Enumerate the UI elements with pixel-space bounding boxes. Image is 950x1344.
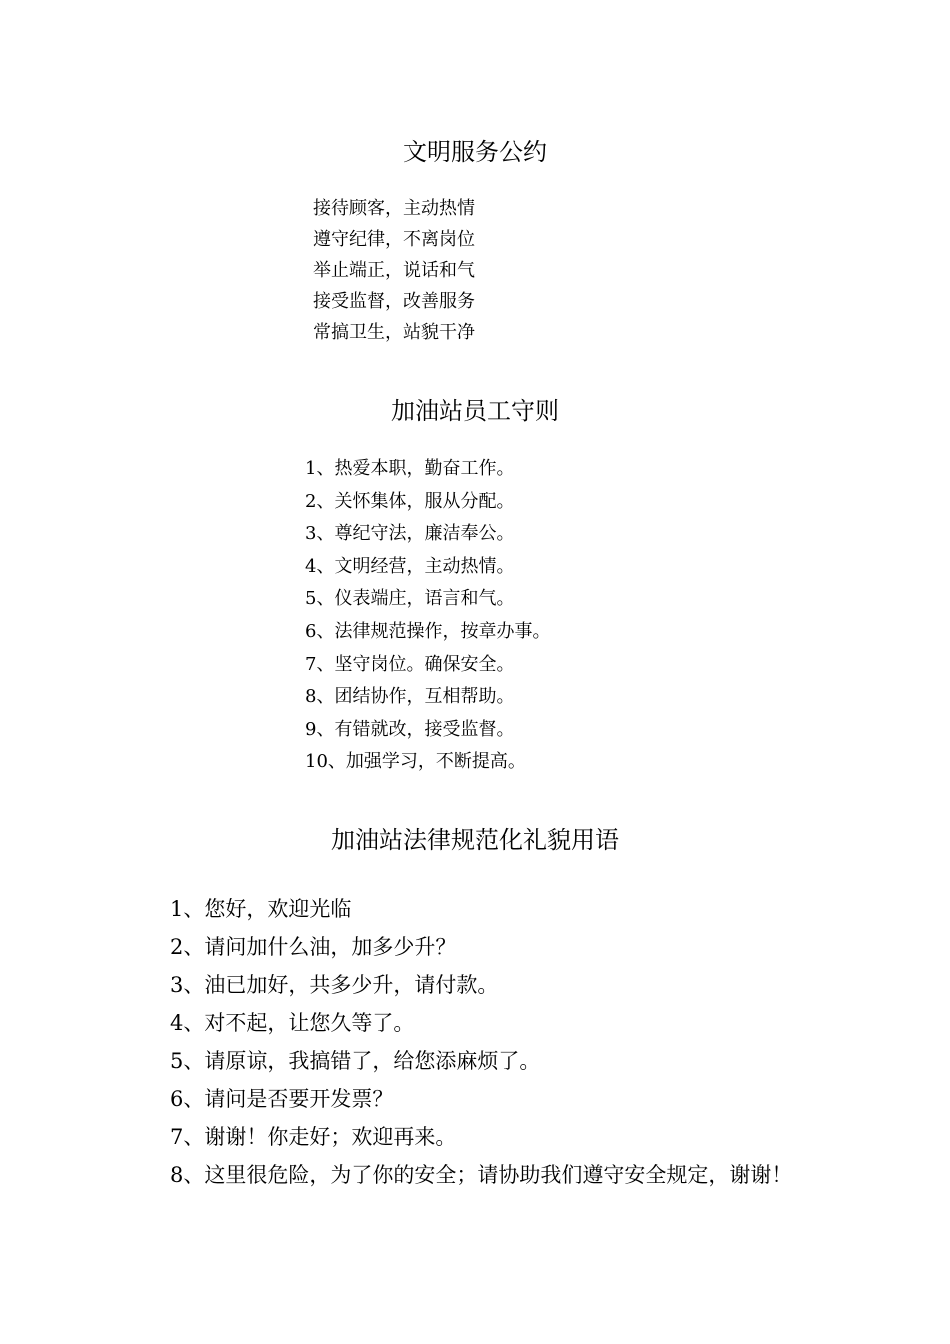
list-item: 2、关怀集体，服从分配。 xyxy=(305,490,515,512)
list-item: 6、法律规范操作，按章办事。 xyxy=(305,620,551,642)
courtesy-phrases-list xyxy=(170,893,792,1197)
service-pledge-title: 文明服务公约 xyxy=(403,138,547,166)
list-item: 常搞卫生，站貌干净 xyxy=(313,322,475,343)
list-item: 6、请问是否要开发票？ xyxy=(170,1087,394,1111)
list-item: 8、这里很危险，为了你的安全；请协助我们遵守安全规定，谢谢！ xyxy=(170,1163,793,1187)
list-item: 5、仪表端庄，语言和气。 xyxy=(305,588,515,610)
list-item: 7、坚守岗位。确保安全。 xyxy=(305,653,515,675)
list-item: 2、请问加什么油，加多少升？ xyxy=(170,935,457,959)
list-item: 遵守纪律，不离岗位 xyxy=(313,229,475,250)
list-item: 3、尊纪守法，廉洁奉公。 xyxy=(305,523,515,545)
staff-rules-title: 加油站员工守则 xyxy=(391,397,559,425)
list-item: 3、油已加好，共多少升，请付款。 xyxy=(170,973,499,997)
list-item: 7、谢谢！你走好；欢迎再来。 xyxy=(170,1125,457,1149)
list-item: 10、加强学习，不断提高。 xyxy=(305,751,526,773)
list-item: 4、对不起，让您久等了。 xyxy=(170,1011,415,1035)
staff-rules-list xyxy=(305,455,550,781)
list-item: 举止端正，说话和气 xyxy=(313,260,475,281)
list-item: 1、您好，欢迎光临 xyxy=(170,897,352,921)
list-item: 8、团结协作，互相帮助。 xyxy=(305,686,515,708)
list-item: 1、热爱本职，勤奋工作。 xyxy=(305,458,515,479)
list-item: 接受监督，改善服务 xyxy=(313,291,475,312)
list-item: 9、有错就改，接受监督。 xyxy=(305,718,515,740)
list-item: 5、请原谅，我搞错了，给您添麻烦了。 xyxy=(170,1049,541,1073)
courtesy-phrases-title: 加油站法律规范化礼貌用语 xyxy=(331,826,619,854)
list-item: 接待顾客，主动热情 xyxy=(313,198,475,219)
list-item: 4、文明经营，主动热情。 xyxy=(305,555,515,577)
service-pledge-list xyxy=(313,195,475,350)
